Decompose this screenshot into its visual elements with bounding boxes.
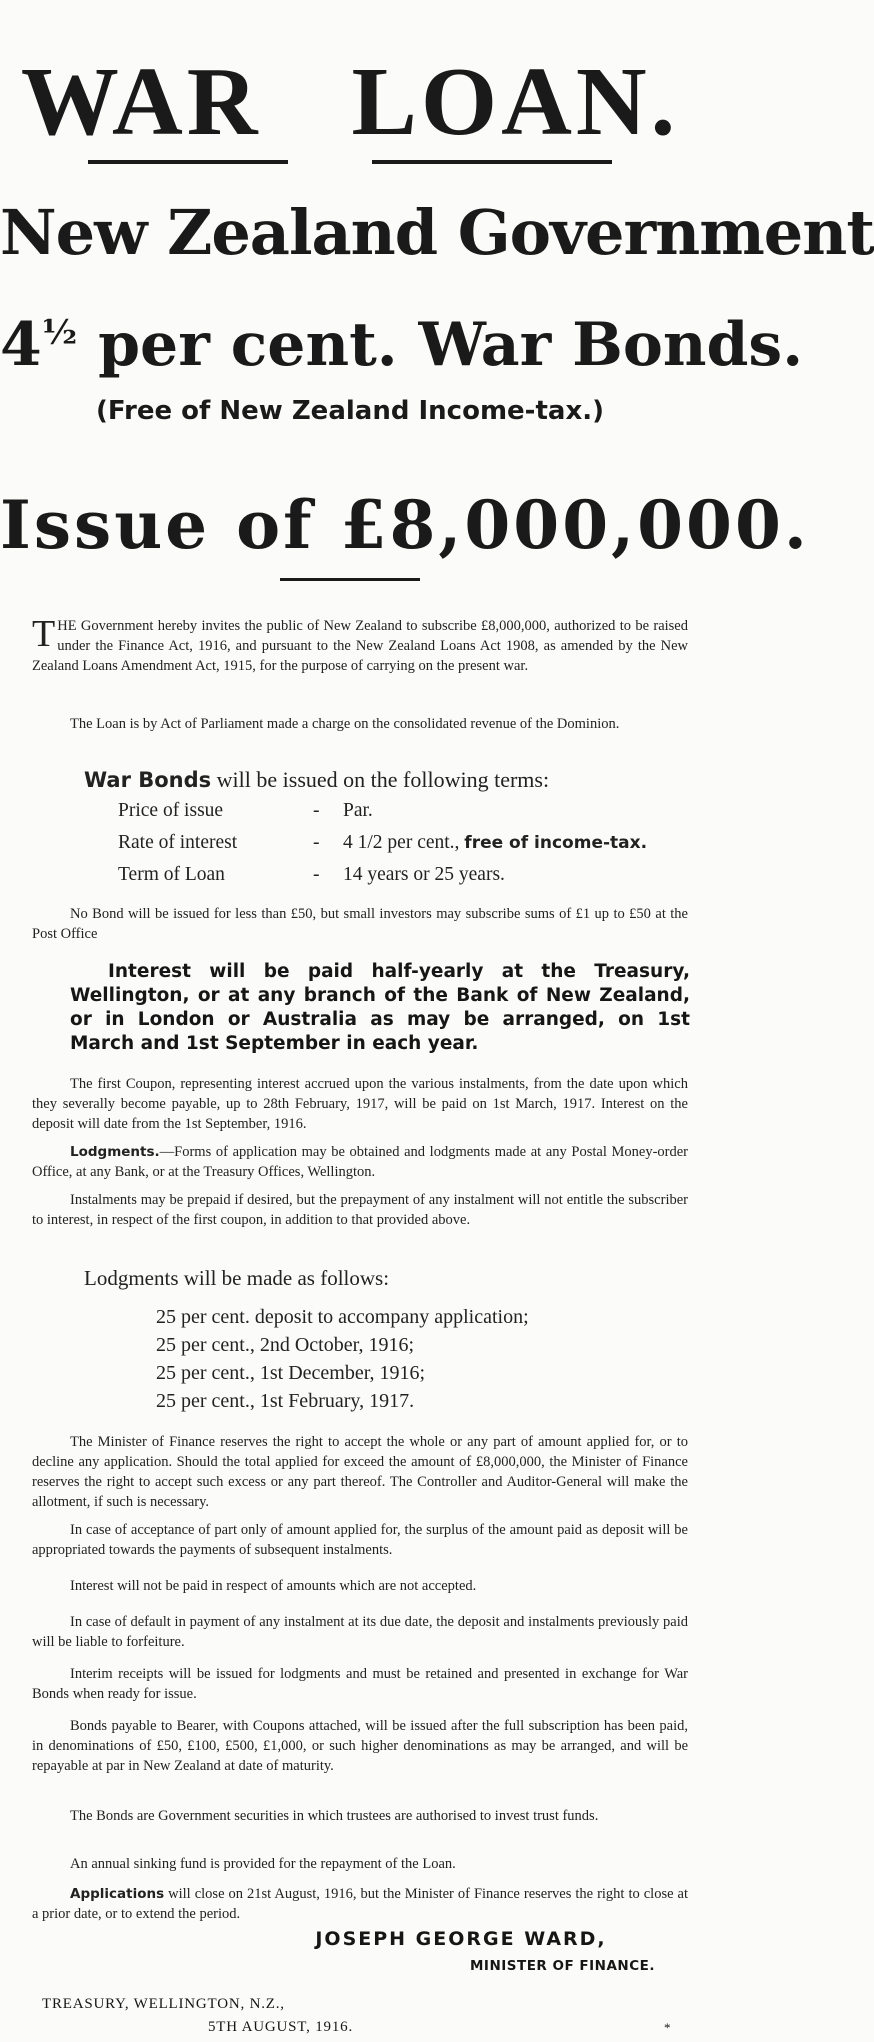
term-value: 14 years or 25 years. <box>343 864 505 885</box>
schedule-item: 25 per cent. deposit to accompany application; <box>156 1306 529 1328</box>
intro-paragraph <box>32 613 688 676</box>
reserves-paragraph: The Minister of Finance reserves the right to accept the whole or any part of amount applied for, or to decline any application. Should the total applied for exceed the amount of £8,000,000, the Minister of Finance reserves the right to accept such excess or any part thereof. The Controller and Auditor-General will make the allotment, if such is necessary. <box>32 1434 688 1510</box>
main-title-word-loan: LOAN. <box>351 48 680 156</box>
printer-mark: * <box>664 2020 671 2035</box>
terms-heading <box>84 766 549 794</box>
term-dash: - <box>313 800 320 821</box>
bonds-rate-whole: 4 <box>0 310 42 380</box>
term-row <box>118 862 505 888</box>
term-value: Par. <box>343 800 373 821</box>
term-value-bold: free of income-tax. <box>464 833 648 853</box>
terms-heading-bold: War Bonds <box>84 768 212 792</box>
term-row <box>118 798 373 824</box>
applications-text: will close on 21st August, 1916, but the Minister of Finance reserves the right to close at a prior date, or to extend the period. <box>32 1886 688 1922</box>
intro-text: HE Government hereby invites the public of New Zealand to subscribe £8,000,000, authorized to be raised under the Finance Act, 1916, and pursuant to the New Zealand Loans Act 1908, as amended by the New Zealand Loans Amendment Act, 1915, for the purpose of carrying on the present war. <box>32 618 688 674</box>
term-value-plain: 4 1/2 per cent., <box>343 832 465 853</box>
term-label: Term of Loan <box>118 864 225 885</box>
issue-amount-heading: Issue of £8,000,000. <box>0 486 810 564</box>
main-title <box>0 48 700 156</box>
bonds-heading <box>0 300 804 380</box>
intro-dropcap: T <box>32 613 56 655</box>
schedule-item: 25 per cent., 2nd October, 1916; <box>156 1334 415 1356</box>
term-label: Price of issue <box>118 800 224 821</box>
not-accepted-paragraph: Interest will not be paid in respect of amounts which are not accepted. <box>70 1578 477 1594</box>
term-value <box>343 832 647 853</box>
applications-label: Applications <box>70 1886 165 1902</box>
schedule-item: 25 per cent., 1st February, 1917. <box>156 1390 415 1412</box>
sinking-paragraph: An annual sinking fund is provided for the repayment of the Loan. <box>70 1856 456 1872</box>
term-row <box>118 830 647 856</box>
partial-paragraph: In case of acceptance of part only of amount applied for, the surplus of the amount paid as deposit will be appropriated towards the payments of subsequent instalments. <box>32 1522 688 1558</box>
lodgments-paragraph <box>32 1142 688 1182</box>
terms-heading-rest: will be issued on the following terms: <box>211 767 550 792</box>
bonds-rate-fraction: ½ <box>41 313 78 353</box>
interest-notice: Interest will be paid half-yearly at the Treasury, Wellington, or at any branch of the Bank of New Zealand, or in London or Australia as may be arranged, on 1st March and 1st September in each year. <box>70 961 690 1054</box>
lodgments-text: —Forms of application may be obtained and lodgments made at any Postal Money-order Office, at any Bank, or at the Treasury Offices, Wellington. <box>32 1144 688 1180</box>
minimum-paragraph: No Bond will be issued for less than £50, but small investors may subscribe sums of £1 up to £50 at the Post Office <box>32 906 688 942</box>
applications-paragraph <box>32 1884 688 1924</box>
lodgments-label: Lodgments. <box>70 1144 160 1160</box>
issue-underline <box>280 578 420 581</box>
signature-title: MINISTER OF FINANCE. <box>470 1958 655 1974</box>
main-title-word-war: WAR <box>20 48 262 156</box>
term-dash: - <box>313 832 320 853</box>
bearer-paragraph: Bonds payable to Bearer, with Coupons attached, will be issued after the full subscription has been paid, in denominations of £50, £100, £500, £1,000, or such higher denominations as may be arranged, and will be repayable at par in New Zealand at date of maturity. <box>32 1718 688 1774</box>
default-paragraph: In case of default in payment of any instalment at its due date, the deposit and instalments previously paid will be liable to forfeiture. <box>32 1614 688 1650</box>
term-label: Rate of interest <box>118 832 238 853</box>
footer-place: TREASURY, WELLINGTON, N.Z., <box>42 1996 285 2012</box>
tax-free-note: (Free of New Zealand Income-tax.) <box>96 396 604 426</box>
charge-paragraph: The Loan is by Act of Parliament made a charge on the consolidated revenue of the Dominion. <box>70 716 620 732</box>
schedule-heading: Lodgments will be made as follows: <box>84 1266 390 1290</box>
term-dash: - <box>313 864 320 885</box>
schedule-item: 25 per cent., 1st December, 1916; <box>156 1362 426 1384</box>
bonds-heading-rest: per cent. War Bonds. <box>77 310 804 380</box>
coupon-paragraph: The first Coupon, representing interest accrued upon the various instalments, from the date upon which they severally become payable, up to 28th February, 1917, will be paid on 1st March, 1917. Interest on the deposit will date from the 1st September, 1916. <box>32 1076 688 1132</box>
title-underline-left <box>88 160 288 164</box>
interim-paragraph: Interim receipts will be issued for lodgments and must be retained and presented in exchange for War Bonds when ready for issue. <box>32 1666 688 1702</box>
footer-date: 5TH AUGUST, 1916. <box>208 2019 353 2035</box>
signature-name: JOSEPH GEORGE WARD, <box>315 1928 607 1950</box>
government-heading: New Zealand Government <box>0 196 874 269</box>
prepaid-paragraph: Instalments may be prepaid if desired, but the prepayment of any instalment will not entitle the subscriber to interest, in respect of the first coupon, in addition to that provided above. <box>32 1192 688 1228</box>
title-underline-right <box>372 160 612 164</box>
trustees-paragraph: The Bonds are Government securities in which trustees are authorised to invest trust funds. <box>70 1808 599 1824</box>
